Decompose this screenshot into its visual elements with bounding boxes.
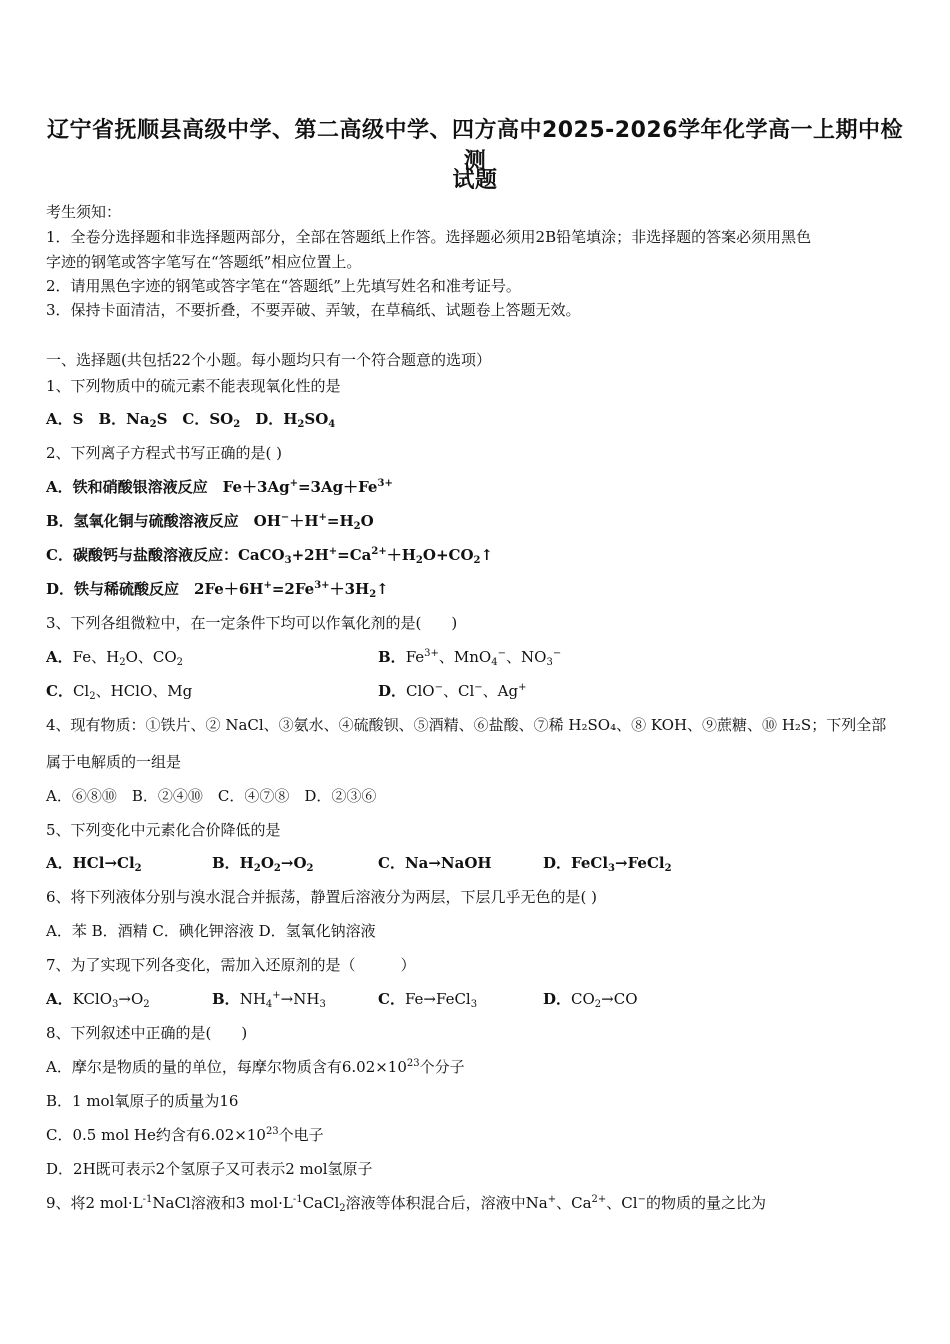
question-5-option-d: D．FeCl$_3$→FeCl$_2$ xyxy=(543,854,672,874)
question-3: 3、下列各组微粒中，在一定条件下均可以作氧化剂的是( ) xyxy=(46,614,458,632)
question-2-option-b: B．氢氧化铜与硫酸溶液反应 $OH^-+H^+=H_2O$ xyxy=(46,512,374,532)
question-4-options: A．⑥⑧⑩ B．②④⑩ C．④⑦⑧ D．②③⑥ xyxy=(46,787,377,805)
question-6: 6、将下列液体分别与溴水混合并振荡，静置后溶液分为两层，下层几乎无色的是( ) xyxy=(46,888,598,906)
question-8-option-b: B．1 mol氧原子的质量为16 xyxy=(46,1092,239,1110)
question-7-option-b: B．$NH_4^+\to NH_3$ xyxy=(212,990,326,1010)
question-5: 5、下列变化中元素化合价降低的是 xyxy=(46,821,281,839)
question-3-option-c: C．$Cl_2$、HClO、Mg xyxy=(46,682,193,702)
question-7-option-c: C．Fe→FeCl$_3$ xyxy=(378,990,478,1010)
notice-item-1a: 1．全卷分选择题和非选择题两部分，全部在答题纸上作答。选择题必须用2B铅笔填涂；非选择题的答案必须用黑色 xyxy=(46,228,812,246)
question-7: 7、为了实现下列各变化，需加入还原剂的是（ ） xyxy=(46,956,416,974)
question-1: 1、下列物质中的硫元素不能表现氧化性的是 xyxy=(46,377,341,395)
question-4-line-1: 4、现有物质：①铁片、② NaCl、③氨水、④硫酸钡、⑤酒精、⑥盐酸、⑦稀 H₂SO₄、⑧ KOH、⑨蔗糖、⑩ H₂S；下列全部 xyxy=(46,716,887,734)
question-4-line-2: 属于电解质的一组是 xyxy=(46,753,182,771)
question-7-option-a: A．$KClO_3\to O_2$ xyxy=(46,990,150,1010)
notice-item-2: 2．请用黑色字迹的钢笔或答字笔在“答题纸”上先填写姓名和准考证号。 xyxy=(46,277,521,295)
section-heading: 一、选择题(共包括22个小题。每小题均只有一个符合题意的选项） xyxy=(46,351,491,369)
question-3-option-b: B．$Fe^{3+}$、MnO$_4$−、$NO_3^-$ xyxy=(378,648,562,668)
question-8-option-c: C．0.5 mol He约含有$6.02\times 10^{23}$个电子 xyxy=(46,1126,324,1144)
question-2-option-a: A．铁和硝酸银溶液反应 $Fe+3Ag^+=3Ag+Fe^{3+}$ xyxy=(46,478,393,496)
question-2-option-d: D．铁与稀硫酸反应 $2Fe+6H^+=2Fe^{3+}+3H_2↑$ xyxy=(46,580,389,600)
notice-item-1b: 字迹的钢笔或答字笔写在“答题纸”相应位置上。 xyxy=(46,253,362,271)
question-3-option-a: A．Fe、$H_2O$、$CO_2$ xyxy=(46,648,184,668)
exam-title-line-1: 辽宁省抚顺县高级中学、第二高级中学、四方高中2025-2026学年化学高一上期中检测 xyxy=(46,118,904,174)
question-2-option-c: C．碳酸钙与盐酸溶液反应：$CaCO_3+2H^+=Ca^{2+}+H_2O+CO_2↑$ xyxy=(46,546,494,566)
notice-heading: 考生须知： xyxy=(46,203,122,221)
question-2: 2、下列离子方程式书写正确的是( ) xyxy=(46,444,283,462)
question-7-option-d: D．$CO_2\to CO$ xyxy=(543,990,638,1010)
question-8: 8、下列叙述中正确的是( ) xyxy=(46,1024,248,1042)
question-1-options: A．S B．$Na_2S$ C．$SO_2$ D．$H_2SO_4$ xyxy=(46,410,336,430)
exam-title-line-2: 试题 xyxy=(452,168,498,193)
question-3-option-d: D．ClO−、Cl−、Ag+ xyxy=(378,682,527,700)
question-5-option-a: A．$HCl\to Cl_2$ xyxy=(46,854,142,874)
question-5-option-b: B．$H_2O_2\to O_2$ xyxy=(212,854,314,874)
question-9: 9、将2 $mol\cdot L^{-1}NaCl$溶液和3 $mol\cdot L^{-1}CaCl_2$溶液等体积混合后，溶液中Na+、$Ca^{2+}$、Cl−的物质的量之比为 xyxy=(46,1194,766,1214)
notice-item-3: 3．保持卡面清洁，不要折叠，不要弄破、弄皱，在草稿纸、试题卷上答题无效。 xyxy=(46,301,581,319)
question-8-option-a: A．摩尔是物质的量的单位，每摩尔物质含有$6.02\times 10^{23}$个分子 xyxy=(46,1058,465,1076)
question-8-option-d: D．2H既可表示2个氢原子又可表示2 mol氢原子 xyxy=(46,1160,373,1178)
question-6-options: A．苯 B．酒精 C．碘化钾溶液 D．氢氧化钠溶液 xyxy=(46,922,376,940)
question-5-option-c: C．Na→NaOH xyxy=(378,854,492,872)
